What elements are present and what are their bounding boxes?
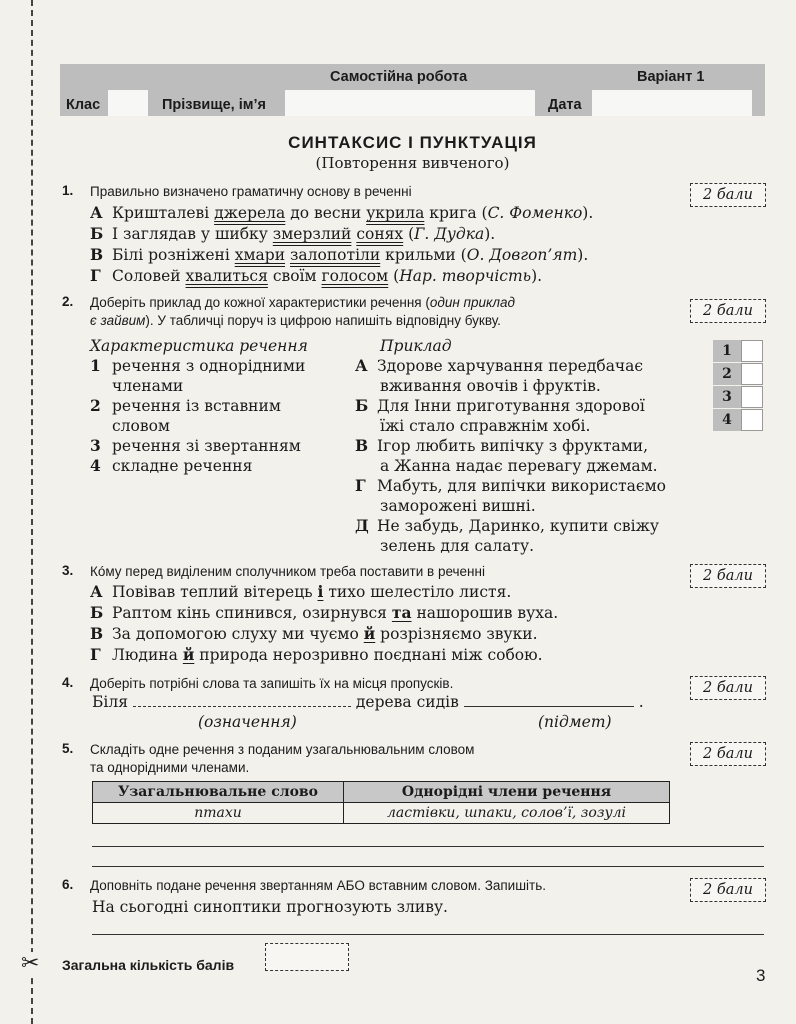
q2-example-d: Г Мабуть, для випічки використаємо (355, 476, 666, 495)
class-label: Клас (66, 97, 101, 113)
q2-example-b-cont: їжі стало справжнім хобі. (380, 417, 591, 435)
q5-answer-line-2[interactable] (92, 866, 764, 867)
q2-example-e-cont: зелень для салату. (380, 537, 535, 555)
q2-answer-grid (713, 340, 765, 432)
table-row (93, 803, 670, 824)
q6-text: Доповніть подане речення звертанням АБО вставним словом. Запишіть. (90, 878, 547, 893)
q2-left-header: Характеристика речення (90, 337, 308, 355)
q3-option-a[interactable]: А Повівав теплий вітерець і тихо шелестіло листя. (90, 582, 512, 601)
q5-table (92, 781, 670, 824)
header-title: Самостійна робота (330, 69, 468, 85)
q4-score-box: 2 бали (690, 676, 766, 700)
q5-text: Складіть одне речення з поданим узагальнювальним словом та однорідними членами. (90, 742, 475, 775)
q4-sentence: Біля дерева сидів . (92, 693, 644, 711)
answer-grid-num: 2 (713, 363, 741, 385)
class-field[interactable] (108, 90, 148, 116)
q5-score-box: 2 бали (690, 742, 766, 766)
q2-example-c: В Ігор любить випічку з фруктами, (355, 436, 649, 455)
name-field[interactable] (285, 90, 535, 116)
q4-hint-2: (підмет) (538, 713, 612, 731)
q2-example-a-cont: вживання овочів і фруктів. (380, 377, 601, 395)
scissors-icon: ✂ (21, 951, 40, 976)
name-label: Прізвище, ім’я (162, 97, 266, 113)
q2-example-c-cont: а Жанна надає перевагу джемам. (380, 457, 658, 475)
q3-score-box: 2 бали (690, 564, 766, 588)
q4-number: 4. (62, 675, 74, 690)
q1-option-c[interactable]: В Білі розніжені хмари залопотіли крильми (О. Довгоп’ят). (90, 245, 589, 264)
q1-text: Правильно визначено граматичну основу в реченні (90, 184, 412, 199)
q3-option-b[interactable]: Б Раптом кінь спинився, озирнувся та нашорошив вуха. (90, 603, 559, 622)
q5-answer-line-1[interactable] (92, 846, 764, 847)
date-label: Дата (548, 97, 582, 113)
q2-text: Доберіть приклад до кожної характеристики речення (один приклад є зайвим). У табличці поруч із цифрою напишіть відповідну букву. (90, 295, 515, 328)
q4-text: Доберіть потрібні слова та запишіть їх на місця пропусків. (90, 676, 454, 691)
q3-option-d[interactable]: Г Людина й природа нерозривно поєднані між собою. (90, 645, 543, 664)
table-cell: птахи (93, 803, 344, 824)
header-bar (60, 64, 765, 116)
q1-option-b[interactable]: Б І заглядав у шибку змерзлий сонях (Г. Дудка). (90, 224, 496, 243)
cut-line (31, 0, 33, 1024)
q5-number: 5. (62, 741, 74, 756)
q3-text: Кóму перед виділеним сполучником треба поставити в реченні (90, 564, 485, 579)
variant-label: Варіант 1 (637, 69, 705, 85)
q2-right-header: Приклад (380, 337, 452, 355)
q3-option-c[interactable]: В За допомогою слуху ми чуємо й розрізняємо звуки. (90, 624, 538, 643)
q6-sentence: На сьогодні синоптики прогнозують зливу. (92, 898, 448, 916)
q1-option-a[interactable]: А Кришталеві джерела до весни укрила крига (С. Фоменко). (90, 203, 594, 222)
table-header: Узагальнювальне слово (93, 782, 344, 803)
total-score-label: Загальна кількість балів (62, 957, 235, 973)
q3-number: 3. (62, 563, 74, 578)
q2-example-e: Д Не забудь, Даринко, купити свіжу (355, 516, 659, 535)
q4-blank-2[interactable] (464, 706, 634, 707)
q2-example-b: Б Для Інни приготування здорової (355, 396, 645, 415)
q2-char-2-cont: словом (112, 417, 170, 435)
q6-number: 6. (62, 877, 74, 892)
q2-char-3: 3 речення зі звертанням (90, 436, 301, 455)
q4-blank-1[interactable] (133, 706, 351, 707)
q4-hint-1: (означення) (198, 713, 297, 731)
q1-option-d[interactable]: Г Соловей хвалиться своїм голосом (Нар. творчість). (90, 266, 543, 285)
q2-number: 2. (62, 294, 74, 309)
q2-char-2: 2 речення із вставним (90, 396, 281, 415)
answer-grid-num: 3 (713, 386, 741, 408)
q2-score-box: 2 бали (690, 299, 766, 323)
answer-cell-4[interactable] (741, 409, 763, 431)
table-header: Однорідні члени речення (344, 782, 670, 803)
q1-score-box: 2 бали (690, 183, 766, 207)
answer-cell-3[interactable] (741, 386, 763, 408)
q2-char-1-cont: членами (112, 377, 184, 395)
section-subtitle: (Повторення вивченого) (315, 154, 510, 172)
q6-score-box: 2 бали (690, 878, 766, 902)
answer-grid-num: 4 (713, 409, 741, 431)
answer-grid-num: 1 (713, 340, 741, 362)
q2-example-a: А Здорове харчування передбачає (355, 356, 644, 375)
q6-answer-line[interactable] (92, 934, 764, 935)
q1-number: 1. (62, 183, 74, 198)
section-title: СИНТАКСИС І ПУНКТУАЦІЯ (288, 133, 537, 152)
page-number: 3 (756, 966, 766, 985)
q2-example-d-cont: заморожені вишні. (380, 497, 536, 515)
q2-char-4: 4 складне речення (90, 456, 253, 475)
q2-char-1: 1 речення з однорідними (90, 356, 306, 375)
answer-cell-1[interactable] (741, 340, 763, 362)
date-field[interactable] (592, 90, 752, 116)
answer-cell-2[interactable] (741, 363, 763, 385)
total-score-box[interactable] (265, 943, 349, 971)
table-cell: ластівки, шпаки, солов’ї, зозулі (344, 803, 670, 824)
